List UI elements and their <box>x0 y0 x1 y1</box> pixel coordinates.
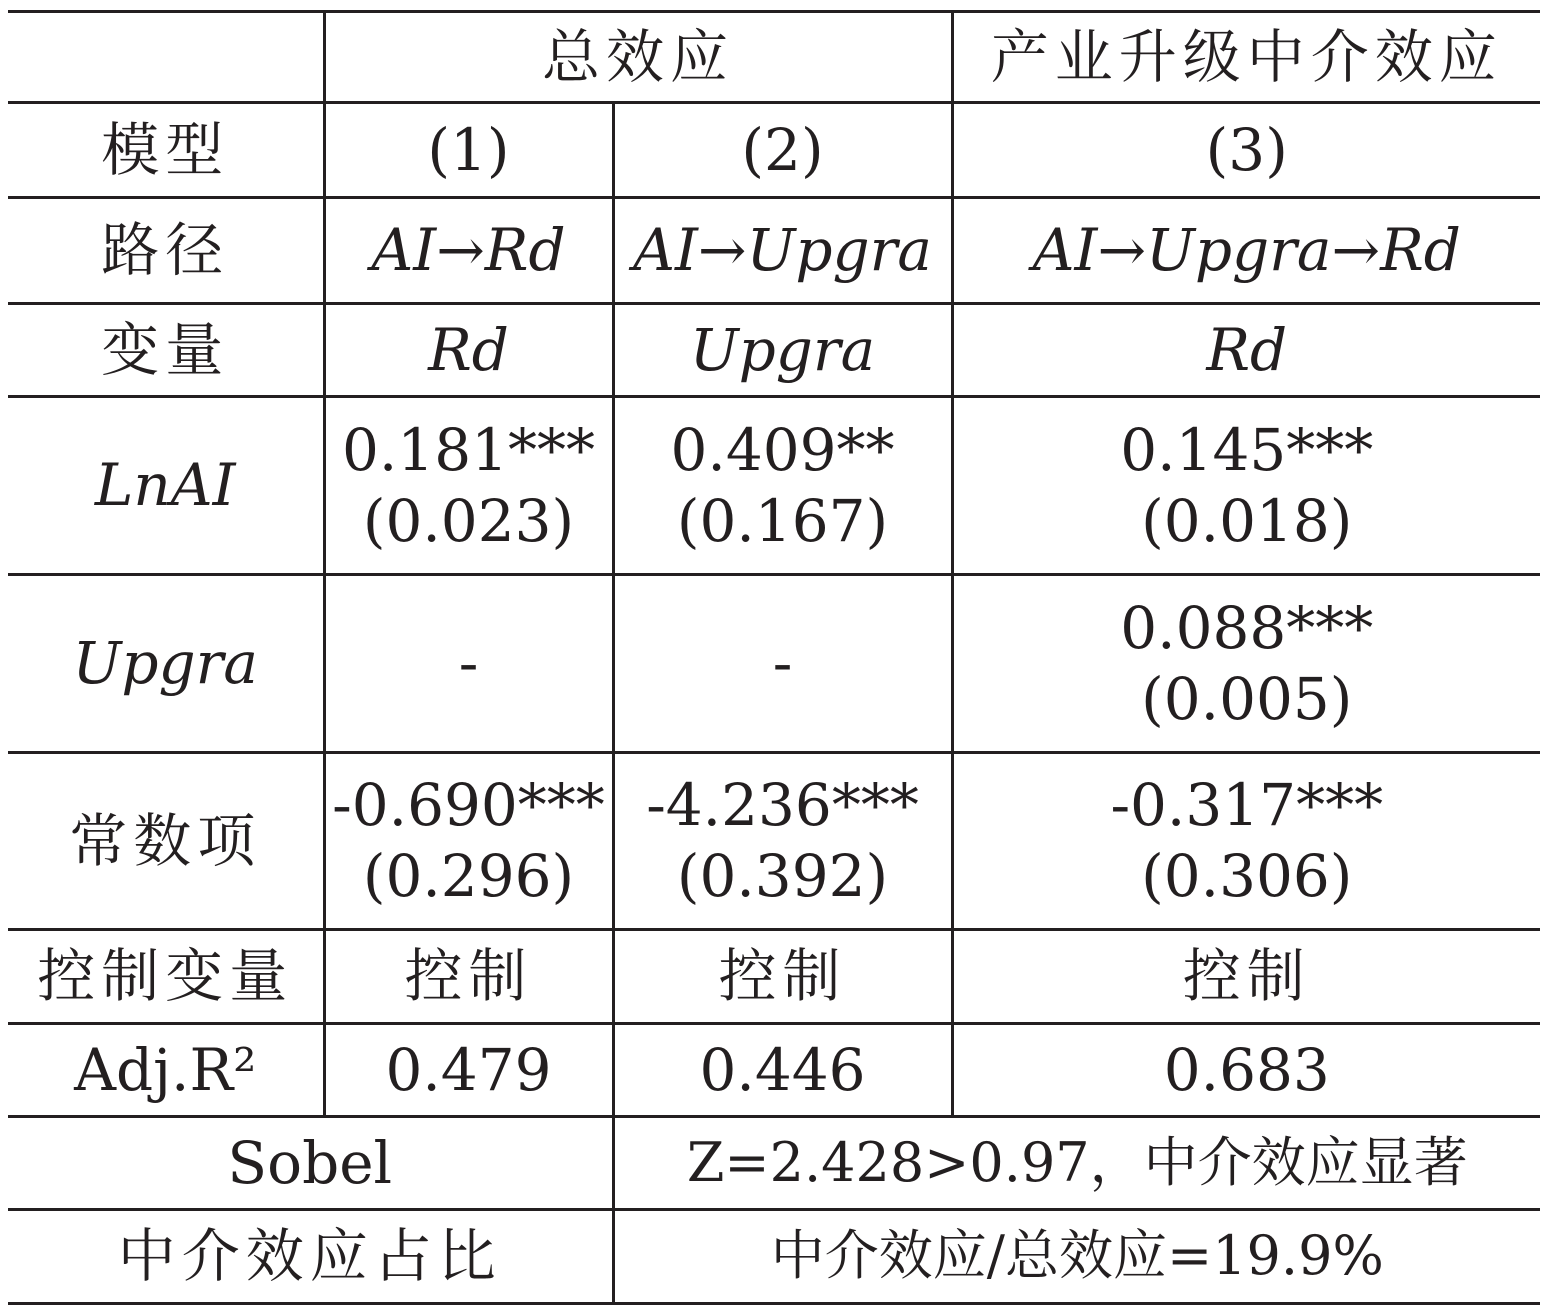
upgra-3-cell <box>952 575 1540 753</box>
upgra-2-cell: - <box>613 575 952 753</box>
lnai-row <box>8 397 1540 575</box>
path-1-cell: AI→Rd <box>324 198 613 304</box>
variable-row <box>8 304 1540 397</box>
row-label-lnai: LnAI <box>8 397 324 575</box>
row-label-constant: 常数项 <box>8 753 324 930</box>
row-label-adj-r2: Adj.R² <box>8 1024 324 1117</box>
adj-r2-1-cell: 0.479 <box>324 1024 613 1117</box>
row-label-sobel: Sobel <box>8 1117 613 1210</box>
model-row <box>8 103 1540 198</box>
constant-3-cell <box>952 753 1540 930</box>
variable-3-cell: Rd <box>952 304 1540 397</box>
adj-r2-row <box>8 1024 1540 1117</box>
upgra-3-se: (0.005) <box>1141 664 1353 733</box>
adj-r2-3-cell: 0.683 <box>952 1024 1540 1117</box>
lnai-3-se: (0.018) <box>1141 486 1353 555</box>
constant-2-coef: -4.236*** <box>646 771 919 840</box>
row-label-model: 模型 <box>8 103 324 198</box>
header-row <box>8 12 1540 103</box>
row-label-path: 路径 <box>8 198 324 304</box>
upgra-row <box>8 575 1540 753</box>
constant-3-coef: -0.317*** <box>1110 771 1384 840</box>
lnai-2-se: (0.167) <box>676 486 889 555</box>
constant-3-se: (0.306) <box>1141 842 1353 910</box>
controls-2-cell: 控制 <box>613 930 952 1024</box>
row-label-mediation-share: 中介效应占比 <box>8 1210 613 1304</box>
lnai-3-coef: 0.145*** <box>1120 415 1374 484</box>
upgra-1-cell: - <box>324 575 613 753</box>
constant-1-se: (0.296) <box>362 842 575 910</box>
mediation-effect-table <box>8 10 1540 1305</box>
lnai-2-coef: 0.409** <box>670 415 895 484</box>
sobel-row <box>8 1117 1540 1210</box>
header-blank-cell <box>8 12 324 103</box>
lnai-1-cell <box>324 397 613 575</box>
constant-1-coef: -0.690*** <box>332 771 605 840</box>
share-row <box>8 1210 1540 1304</box>
path-row <box>8 198 1540 304</box>
row-label-variable: 变量 <box>8 304 324 397</box>
upgra-3-coef: 0.088*** <box>1120 593 1374 662</box>
model-1-cell: (1) <box>324 103 613 198</box>
lnai-2-cell <box>613 397 952 575</box>
path-2-cell: AI→Upgra <box>613 198 952 304</box>
header-total-effect: 总效应 <box>324 12 952 103</box>
controls-row <box>8 930 1540 1024</box>
adj-r2-2-cell: 0.446 <box>613 1024 952 1117</box>
controls-1-cell: 控制 <box>324 930 613 1024</box>
model-2-cell: (2) <box>613 103 952 198</box>
lnai-1-coef: 0.181*** <box>341 415 596 484</box>
header-mediation-effect: 产业升级中介效应 <box>952 12 1540 103</box>
variable-1-cell: Rd <box>324 304 613 397</box>
variable-2-cell: Upgra <box>613 304 952 397</box>
controls-3-cell: 控制 <box>952 930 1540 1024</box>
mediation-share-cell: 中介效应/总效应=19.9% <box>613 1210 1540 1304</box>
constant-1-cell <box>324 753 613 930</box>
path-3-cell: AI→Upgra→Rd <box>952 198 1540 304</box>
sobel-result-cell: Z=2.428>0.97，中介效应显著 <box>613 1117 1540 1210</box>
row-label-controls: 控制变量 <box>8 930 324 1024</box>
constant-2-se: (0.392) <box>676 842 889 910</box>
lnai-1-se: (0.023) <box>362 486 575 555</box>
row-label-upgra: Upgra <box>8 575 324 753</box>
constant-2-cell <box>613 753 952 930</box>
constant-row <box>8 753 1540 930</box>
lnai-3-cell <box>952 397 1540 575</box>
model-3-cell: (3) <box>952 103 1540 198</box>
